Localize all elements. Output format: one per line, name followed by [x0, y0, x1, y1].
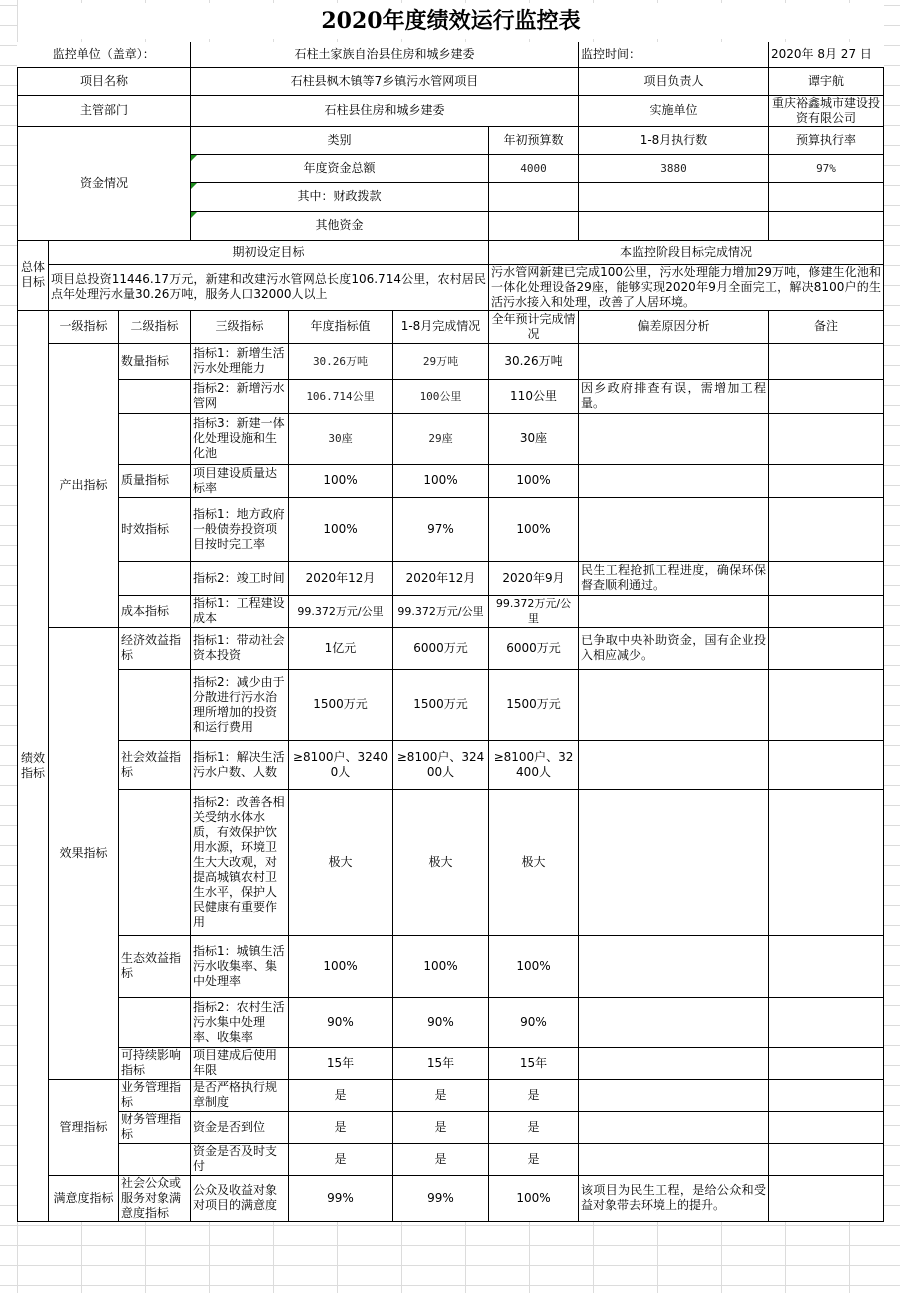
annual-row-11: 100% — [289, 935, 393, 997]
funds-budget-cell: 年初预算数 — [489, 126, 579, 154]
funds-fiscal-cell: 其中：财政拨款 — [191, 182, 489, 211]
annual-row-8: 1500万元 — [289, 669, 393, 740]
funds-total-cell: 年度资金总额 — [191, 154, 489, 182]
note-row-8 — [769, 669, 884, 740]
perf-header-done: 1-8月完成情况 — [393, 310, 489, 343]
l2-finance-mgmt: 财务管理指标 — [119, 1111, 191, 1143]
done-row-15: 是 — [393, 1111, 489, 1143]
perf-header-reason: 偏差原因分析 — [579, 310, 769, 343]
note-row-15 — [769, 1111, 884, 1143]
l3-row-12: 指标2：农村生活污水集中处理率、收集率 — [191, 997, 289, 1047]
l2-empty — [119, 1143, 191, 1175]
forecast-row-4: 100% — [489, 497, 579, 561]
note-row-0 — [769, 343, 884, 379]
reason-row-1: 因乡政府排查有误，需增加工程量。 — [579, 379, 769, 413]
l2-sustainable: 可持续影响指标 — [119, 1047, 191, 1079]
forecast-row-5: 2020年9月 — [489, 561, 579, 595]
forecast-row-3: 100% — [489, 464, 579, 497]
dept-value-cell: 石柱县住房和城乡建委 — [191, 95, 579, 126]
forecast-row-2: 30座 — [489, 413, 579, 464]
done-row-1: 100公里 — [393, 379, 489, 413]
note-row-17 — [769, 1175, 884, 1221]
l3-row-10: 指标2：改善各相关受纳水体水质，有效保护饮用水源，环境卫生大大改观，对提高城镇农村卫生水平，保护人民健康有重要作用 — [191, 789, 289, 935]
l2-empty — [119, 379, 191, 413]
note-row-11 — [769, 935, 884, 997]
funds-fiscal-budget-cell — [489, 182, 579, 211]
funds-other-exec-cell — [579, 211, 769, 240]
goals-stage-header: 本监控阶段目标完成情况 — [489, 240, 884, 264]
done-row-3: 100% — [393, 464, 489, 497]
reason-row-8 — [579, 669, 769, 740]
l1-management: 管理指标 — [49, 1079, 119, 1175]
impl-label-cell: 实施单位 — [579, 95, 769, 126]
reason-row-4 — [579, 497, 769, 561]
done-row-17: 99% — [393, 1175, 489, 1221]
annual-row-1: 106.714公里 — [289, 379, 393, 413]
reason-row-3 — [579, 464, 769, 497]
reason-row-6 — [579, 595, 769, 627]
l2-public: 社会公众或服务对象满意度指标 — [119, 1175, 191, 1221]
project-name-value-cell: 石柱县枫木镇等7乡镇污水管网项目 — [191, 67, 579, 95]
note-row-12 — [769, 997, 884, 1047]
l2-social: 社会效益指标 — [119, 740, 191, 789]
l2-timeliness: 时效指标 — [119, 497, 191, 561]
annual-row-14: 是 — [289, 1079, 393, 1111]
annual-row-13: 15年 — [289, 1047, 393, 1079]
done-row-2: 29座 — [393, 413, 489, 464]
note-row-6 — [769, 595, 884, 627]
l2-empty — [119, 789, 191, 935]
funds-exec-cell: 1-8月执行数 — [579, 126, 769, 154]
note-row-4 — [769, 497, 884, 561]
annual-row-4: 100% — [289, 497, 393, 561]
annual-row-17: 99% — [289, 1175, 393, 1221]
funds-fiscal-rate — [769, 182, 884, 211]
annual-row-16: 是 — [289, 1143, 393, 1175]
reason-row-12 — [579, 997, 769, 1047]
note-row-13 — [769, 1047, 884, 1079]
forecast-row-17: 100% — [489, 1175, 579, 1221]
funds-label-cell: 资金情况 — [18, 126, 191, 240]
note-row-5 — [769, 561, 884, 595]
done-row-10: 极大 — [393, 789, 489, 935]
perf-header-l3: 三级指标 — [191, 310, 289, 343]
l2-empty — [119, 413, 191, 464]
goals-label: 总体目标 — [18, 240, 49, 310]
done-row-9: ≥8100户、32400人 — [393, 740, 489, 789]
dept-label-cell: 主管部门 — [18, 95, 191, 126]
annual-row-12: 90% — [289, 997, 393, 1047]
done-row-8: 1500万元 — [393, 669, 489, 740]
l3-row-11: 指标1：城镇生活污水收集率、集中处理率 — [191, 935, 289, 997]
note-row-9 — [769, 740, 884, 789]
annual-row-15: 是 — [289, 1111, 393, 1143]
reason-row-17: 该项目为民生工程，是给公众和受益对象带去环境上的提升。 — [579, 1175, 769, 1221]
l3-row-4: 指标1：地方政府一般债券投资项目按时完工率 — [191, 497, 289, 561]
forecast-row-9: ≥8100户、32400人 — [489, 740, 579, 789]
funds-other-budget-cell — [489, 211, 579, 240]
done-row-12: 90% — [393, 997, 489, 1047]
time-label-cell: 监控时间： — [579, 42, 769, 67]
reason-row-2 — [579, 413, 769, 464]
l1-effect: 效果指标 — [49, 627, 119, 1079]
note-row-16 — [769, 1143, 884, 1175]
time-value-cell: 2020年 8月 27 日 — [769, 42, 884, 67]
perf-header-annual: 年度指标值 — [289, 310, 393, 343]
forecast-row-1: 110公里 — [489, 379, 579, 413]
funds-total-exec-cell: 3880 — [579, 154, 769, 182]
funds-rate-header: 预算执行率 — [769, 126, 884, 154]
l2-empty — [119, 997, 191, 1047]
l3-row-1: 指标2：新增污水管网 — [191, 379, 289, 413]
forecast-row-11: 100% — [489, 935, 579, 997]
done-row-16: 是 — [393, 1143, 489, 1175]
page-title: 2020年度绩效运行监控表 — [18, 3, 884, 39]
l3-row-13: 项目建成后使用年限 — [191, 1047, 289, 1079]
done-row-4: 97% — [393, 497, 489, 561]
l3-row-14: 是否严格执行规章制度 — [191, 1079, 289, 1111]
monitor-table-body — [17, 42, 884, 1222]
annual-row-2: 30座 — [289, 413, 393, 464]
perf-header-forecast: 全年预计完成情况 — [489, 310, 579, 343]
done-row-0: 29万吨 — [393, 343, 489, 379]
forecast-row-6: 99.372万元/公里 — [489, 595, 579, 627]
funds-total-budget-cell: 4000 — [489, 154, 579, 182]
annual-row-7: 1亿元 — [289, 627, 393, 669]
l3-row-9: 指标1：解决生活污水户数、人数 — [191, 740, 289, 789]
goals-stage-text: 污水管网新建已完成100公里，污水处理能力增加29万吨，修建生化池和一体化处理设备29座，能够实现2020年9月全面完工，解决8100户的生活污水接入和处理，改善了人居环境。 — [489, 264, 884, 310]
done-row-7: 6000万元 — [393, 627, 489, 669]
perf-header-l2: 二级指标 — [119, 310, 191, 343]
impl-value-cell: 重庆裕鑫城市建设投资有限公司 — [769, 95, 884, 126]
reason-row-11 — [579, 935, 769, 997]
l3-row-0: 指标1：新增生活污水处理能力 — [191, 343, 289, 379]
reason-row-9 — [579, 740, 769, 789]
goals-initial-header: 期初设定目标 — [49, 240, 489, 264]
l3-row-2: 指标3：新建一体化处理设施和生化池 — [191, 413, 289, 464]
l2-cost: 成本指标 — [119, 595, 191, 627]
reason-row-7: 已争取中央补助资金，国有企业投入相应减少。 — [579, 627, 769, 669]
l3-row-5: 指标2：竣工时间 — [191, 561, 289, 595]
l3-row-8: 指标2：减少由于分散进行污水治理所增加的投资和运行费用 — [191, 669, 289, 740]
owner-label-cell: 项目负责人 — [579, 67, 769, 95]
reason-row-13 — [579, 1047, 769, 1079]
forecast-row-0: 30.26万吨 — [489, 343, 579, 379]
done-row-11: 100% — [393, 935, 489, 997]
annual-row-9: ≥8100户、32400人 — [289, 740, 393, 789]
annual-row-5: 2020年12月 — [289, 561, 393, 595]
funds-fiscal-exec-cell — [579, 182, 769, 211]
l3-row-7: 指标1：带动社会资本投资 — [191, 627, 289, 669]
annual-row-3: 100% — [289, 464, 393, 497]
note-row-2 — [769, 413, 884, 464]
l2-ecological: 生态效益指标 — [119, 935, 191, 997]
forecast-row-12: 90% — [489, 997, 579, 1047]
goals-initial-text: 项目总投资11446.17万元，新建和改建污水管网总长度106.714公里，农村居民点年处理污水量30.26万吨，服务人口32000人以上 — [49, 264, 489, 310]
l3-row-15: 资金是否到位 — [191, 1111, 289, 1143]
reason-row-15 — [579, 1111, 769, 1143]
reason-row-5: 民生工程抢抓工程进度，确保环保督查顺利通过。 — [579, 561, 769, 595]
unit-label-cell: 监控单位（盖章）： — [18, 42, 191, 67]
funds-total-rate: 97% — [769, 154, 884, 182]
reason-row-16 — [579, 1143, 769, 1175]
forecast-row-15: 是 — [489, 1111, 579, 1143]
reason-row-14 — [579, 1079, 769, 1111]
done-row-5: 2020年12月 — [393, 561, 489, 595]
note-row-7 — [769, 627, 884, 669]
unit-value-cell: 石柱土家族自治县住房和城乡建委 — [191, 42, 579, 67]
funds-category-cell: 类别 — [191, 126, 489, 154]
forecast-row-14: 是 — [489, 1079, 579, 1111]
funds-other-rate — [769, 211, 884, 240]
done-row-14: 是 — [393, 1079, 489, 1111]
forecast-row-8: 1500万元 — [489, 669, 579, 740]
l3-row-6: 指标1：工程建设成本 — [191, 595, 289, 627]
annual-row-10: 极大 — [289, 789, 393, 935]
done-row-13: 15年 — [393, 1047, 489, 1079]
owner-value-cell: 谭宇航 — [769, 67, 884, 95]
l2-business-mgmt: 业务管理指标 — [119, 1079, 191, 1111]
forecast-row-7: 6000万元 — [489, 627, 579, 669]
note-row-14 — [769, 1079, 884, 1111]
reason-row-10 — [579, 789, 769, 935]
annual-row-0: 30.26万吨 — [289, 343, 393, 379]
l1-satisfaction: 满意度指标 — [49, 1175, 119, 1221]
perf-label: 绩效指标 — [18, 310, 49, 1221]
perf-header-l1: 一级指标 — [49, 310, 119, 343]
l3-row-3: 项目建设质量达标率 — [191, 464, 289, 497]
project-name-label-cell: 项目名称 — [18, 67, 191, 95]
note-row-10 — [769, 789, 884, 935]
forecast-row-13: 15年 — [489, 1047, 579, 1079]
l2-empty — [119, 561, 191, 595]
l2-quality: 质量指标 — [119, 464, 191, 497]
l1-output: 产出指标 — [49, 343, 119, 627]
annual-row-6: 99.372万元/公里 — [289, 595, 393, 627]
l2-quantity: 数量指标 — [119, 343, 191, 379]
perf-header-note: 备注 — [769, 310, 884, 343]
forecast-row-10: 极大 — [489, 789, 579, 935]
l2-empty — [119, 669, 191, 740]
note-row-1 — [769, 379, 884, 413]
reason-row-0 — [579, 343, 769, 379]
l3-row-17: 公众及收益对象对项目的满意度 — [191, 1175, 289, 1221]
forecast-row-16: 是 — [489, 1143, 579, 1175]
note-row-3 — [769, 464, 884, 497]
l3-row-16: 资金是否及时支付 — [191, 1143, 289, 1175]
l2-economic: 经济效益指标 — [119, 627, 191, 669]
funds-other-cell: 其他资金 — [191, 211, 489, 240]
done-row-6: 99.372万元/公里 — [393, 595, 489, 627]
